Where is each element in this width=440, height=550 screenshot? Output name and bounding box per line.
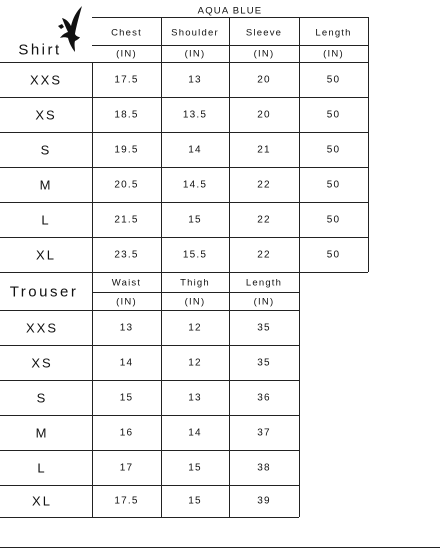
table-grid-line <box>368 17 369 272</box>
shirt-size-label: XL <box>36 247 56 262</box>
table-grid-line <box>0 237 368 238</box>
trouser-size-label: XL <box>32 493 52 509</box>
table-grid-line <box>92 292 299 293</box>
shirt-size-label: XXS <box>29 72 63 87</box>
trouser-cell-value: 36 <box>257 392 271 403</box>
trouser-cell-value: 16 <box>119 427 134 438</box>
trouser-cell-value: 13 <box>188 392 202 403</box>
trouser-cell-value: 14 <box>188 427 202 438</box>
trouser-size-label: M <box>35 425 49 440</box>
table-grid-line <box>0 202 368 203</box>
table-grid-line <box>0 167 368 168</box>
table-grid-line <box>0 380 299 381</box>
shirt-cell-value: 21 <box>257 144 271 155</box>
shirt-cell-value: 22 <box>257 179 271 190</box>
trouser-cell-value: 35 <box>257 357 271 368</box>
shirt-cell-value: 18.5 <box>114 109 139 120</box>
trouser-cell-value: 12 <box>188 322 202 333</box>
footer-divider <box>0 547 440 548</box>
trouser-cell-value: 12 <box>188 357 202 368</box>
table-grid-line <box>92 17 368 18</box>
table-grid-line <box>299 272 300 517</box>
shirt-cell-value: 13 <box>188 74 202 85</box>
trouser-cell-value: 15 <box>119 392 134 403</box>
table-grid-line <box>0 132 368 133</box>
brand-title: AQUA BLUE <box>197 5 263 17</box>
shirt-column-header: Shoulder <box>171 27 219 39</box>
trouser-size-label: S <box>36 390 48 405</box>
shirt-cell-value: 14.5 <box>182 179 208 190</box>
shirt-column-header: Sleeve <box>245 27 283 39</box>
shirt-cell-value: 13.5 <box>182 109 208 120</box>
trouser-column-header: Waist <box>111 277 142 289</box>
shirt-cell-value: 20 <box>257 109 271 120</box>
trouser-cell-value: 39 <box>257 495 271 507</box>
shirt-column-header: Chest <box>111 27 142 39</box>
table-grid-line <box>0 485 299 486</box>
shirt-column-unit: (IN) <box>253 48 275 60</box>
table-grid-line <box>0 97 368 98</box>
trouser-cell-value: 15 <box>188 495 202 507</box>
trouser-column-header: Thigh <box>180 277 210 289</box>
shirt-column-header: Length <box>315 27 352 39</box>
table-grid-line <box>161 17 162 272</box>
table-grid-line <box>0 415 299 416</box>
trouser-cell-value: 35 <box>257 322 271 333</box>
trouser-cell-value: 38 <box>257 462 271 473</box>
shirt-cell-value: 15 <box>188 214 202 225</box>
trouser-column-unit: (IN) <box>116 296 137 308</box>
shirt-cell-value: 21.5 <box>114 214 139 225</box>
shirt-cell-value: 20 <box>257 74 271 85</box>
table-grid-line <box>161 272 162 517</box>
shirt-cell-value: 14 <box>188 144 202 155</box>
table-grid-line <box>0 62 368 63</box>
trouser-cell-value: 15 <box>188 462 202 473</box>
table-grid-line <box>92 272 93 517</box>
trouser-column-unit: (IN) <box>253 296 275 308</box>
shirt-size-label: M <box>39 177 53 192</box>
shirt-cell-value: 17.5 <box>114 74 139 85</box>
shirt-cell-value: 50 <box>326 249 341 260</box>
table-grid-line <box>0 272 368 273</box>
trouser-column-unit: (IN) <box>184 296 206 308</box>
shirt-section-label: Shirt <box>18 41 62 59</box>
shirt-size-label: L <box>41 212 51 227</box>
trouser-section-label: Trouser <box>9 283 79 301</box>
shirt-cell-value: 22 <box>257 249 271 260</box>
shirt-column-unit: (IN) <box>116 48 137 60</box>
table-grid-line <box>299 17 300 272</box>
shirt-size-label: S <box>40 142 52 157</box>
shirt-column-unit: (IN) <box>323 48 344 60</box>
trouser-size-label: L <box>37 460 47 475</box>
shirt-cell-value: 20.5 <box>114 179 139 190</box>
trouser-cell-value: 13 <box>119 322 134 333</box>
trouser-cell-value: 17 <box>119 462 134 473</box>
shirt-column-unit: (IN) <box>184 48 206 60</box>
table-grid-line <box>0 450 299 451</box>
shirt-cell-value: 23.5 <box>114 249 139 260</box>
trouser-cell-value: 37 <box>257 427 271 438</box>
table-grid-line <box>229 272 230 517</box>
shirt-cell-value: 50 <box>326 179 341 190</box>
shirt-size-label: XS <box>35 107 57 122</box>
shirt-cell-value: 15.5 <box>182 249 208 260</box>
trouser-cell-value: 17.5 <box>114 495 139 507</box>
table-grid-line <box>0 517 299 518</box>
shirt-cell-value: 50 <box>326 109 341 120</box>
trouser-size-label: XXS <box>25 320 59 335</box>
table-grid-line <box>229 17 230 272</box>
shirt-cell-value: 22 <box>257 214 271 225</box>
trouser-size-label: XS <box>31 355 53 370</box>
shirt-cell-value: 50 <box>326 74 341 85</box>
table-grid-line <box>0 310 299 311</box>
table-grid-line <box>92 45 368 46</box>
trouser-cell-value: 14 <box>119 357 134 368</box>
shirt-cell-value: 50 <box>326 144 341 155</box>
table-grid-line <box>0 345 299 346</box>
trouser-column-header: Length <box>245 277 283 289</box>
shirt-cell-value: 19.5 <box>114 144 139 155</box>
shirt-cell-value: 50 <box>326 214 341 225</box>
